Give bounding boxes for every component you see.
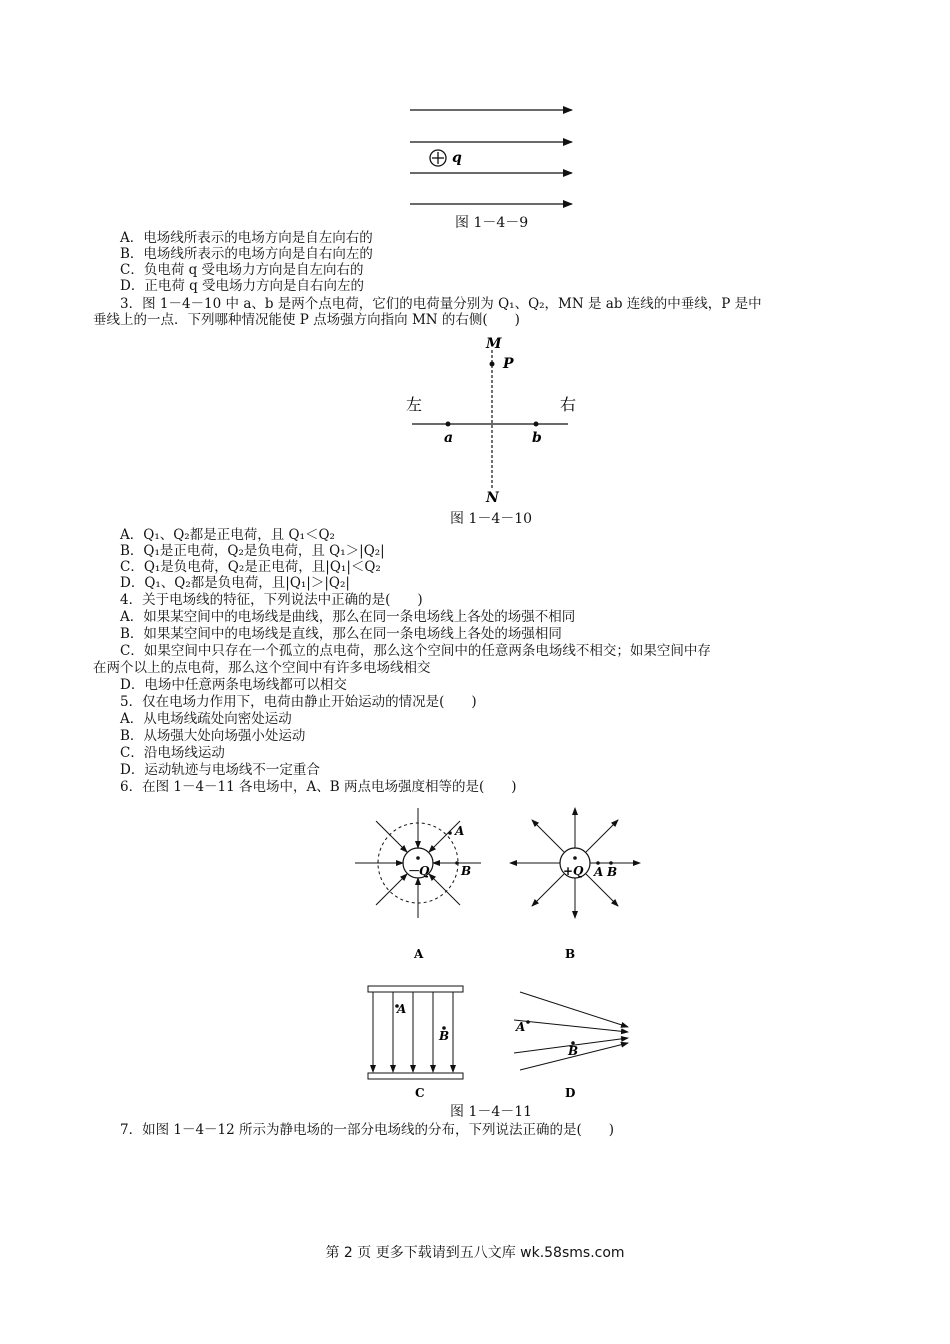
q6-stem: 6．在图 1－4－11 各电场中，A、B 两点电场强度相等的是( ) [120,779,517,795]
panel-label: C [415,1086,425,1100]
label-p: P [503,356,514,372]
q3-option-d: D．Q₁、Q₂都是负电荷，且|Q₁|＞|Q₂| [120,575,350,591]
q2-option-a: A．电场线所表示的电场方向是自左向右的 [120,230,373,246]
q5-option-b: B．从场强大处向场强小处运动 [120,728,306,744]
label-b: B [439,1029,450,1043]
q5-option-d: D．运动轨迹与电场线不一定重合 [120,762,320,778]
panel-label: A [414,947,424,961]
label-n: N [486,490,499,506]
panel-b-positive-field [510,808,640,961]
label-b: B [607,865,618,879]
label-b: b [532,430,542,446]
q3-stem-line-2: 垂线上的一点．下列哪种情况能使 P 点场强方向指向 MN 的右侧( ) [93,312,520,328]
figure-caption: 图 1－4－9 [455,215,529,231]
q4-stem: 4．关于电场线的特征，下列说法中正确的是( ) [120,592,423,608]
q2-option-b: B．电场线所表示的电场方向是自右向左的 [120,246,373,262]
label-a: A [397,1002,407,1016]
q7-stem: 7．如图 1－4－12 所示为静电场的一部分电场线的分布，下列说法正确的是( ) [120,1122,615,1138]
panel-d-converging-field [514,992,628,1100]
q4-option-a: A．如果某空间中的电场线是曲线，那么在同一条电场线上各处的场强不相同 [120,609,576,625]
label-b: B [461,864,472,878]
label-a: A [516,1020,526,1034]
q4-option-c-line-1: C．如果空间中只存在一个孤立的点电荷，那么这个空间中的任意两条电场线不相交；如果空间中存 [120,643,711,659]
point-a [448,831,452,835]
panel-label: B [565,947,576,961]
label-b: B [568,1044,579,1058]
q4-option-d: D．电场中任意两条电场线都可以相交 [120,677,347,693]
figure-caption: 图 1－4－11 [450,1104,533,1120]
charge-label: q [452,150,462,166]
figure-caption: 图 1－4－10 [450,511,533,527]
point-a [526,1020,530,1024]
q2-option-c: C．负电荷 q 受电场力方向是自左向右的 [120,262,364,278]
label-right: 右 [560,395,577,414]
label-a: A [455,824,465,838]
label-a: A [594,865,604,879]
q4-option-c-line-2: 在两个以上的点电荷，那么这个空间中有许多电场线相交 [93,660,431,676]
q5-option-c: C．沿电场线运动 [120,745,225,761]
q5-stem: 5．仅在电场力作用下，电荷由静止开始运动的情况是( ) [120,694,477,710]
page-footer: 第 2 页 更多下载请到五八文库 wk.58sms.com [325,1245,625,1261]
top-plate [368,986,463,992]
point-b [455,861,459,865]
bottom-plate [368,1073,463,1079]
panel-label: D [565,1086,576,1100]
q4-option-b: B．如果某空间中的电场线是直线，那么在同一条电场线上各处的场强相同 [120,626,562,642]
q3-option-a: A．Q₁、Q₂都是正电荷，且 Q₁＜Q₂ [120,527,335,543]
panel-c-uniform-field [368,986,463,1100]
panel-a-negative-field [355,808,481,961]
label-left: 左 [406,395,423,414]
q3-option-c: C．Q₁是负电荷，Q₂是正电荷，且|Q₁|＜Q₂ [120,559,381,575]
q3-option-b: B．Q₁是正电荷，Q₂是负电荷，且 Q₁＞|Q₂| [120,543,385,559]
q5-option-a: A．从电场线疏处向密处运动 [120,711,292,727]
label-m: M [486,336,502,352]
label-a: a [444,430,454,446]
charge-label: +Q [563,864,584,878]
q3-stem-line-1: 3．图 1－4－10 中 a、b 是两个点电荷，它们的电荷量分别为 Q₁、Q₂，MN 是 ab 连线的中垂线，P 是中 [120,296,762,312]
charge-label: －Q [407,864,430,878]
q2-option-d: D．正电荷 q 受电场力方向是自右向左的 [120,278,365,294]
